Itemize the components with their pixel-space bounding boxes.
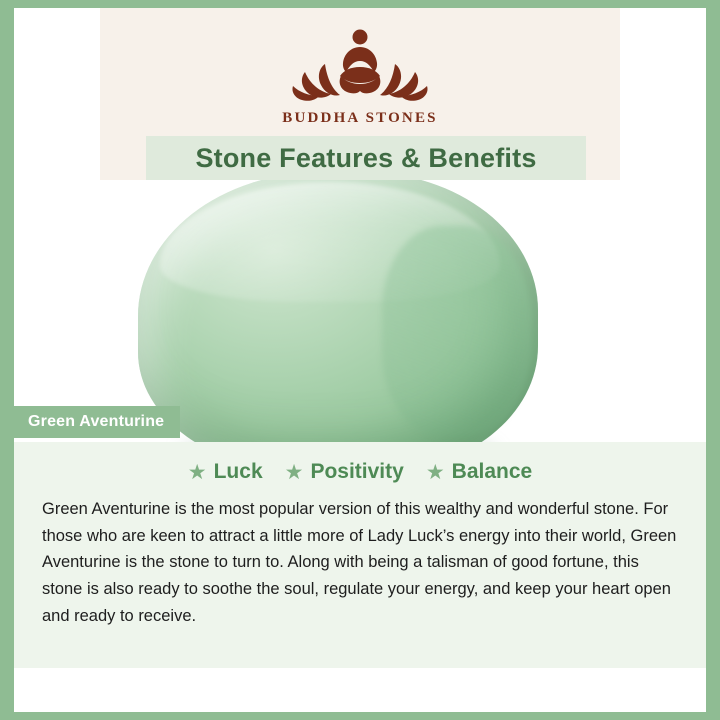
keyword-label: Positivity — [310, 460, 404, 483]
aventurine-stone-image — [138, 180, 538, 442]
footer-whitespace — [14, 668, 706, 712]
keyword-label: Luck — [213, 460, 263, 483]
description-text: Green Aventurine is the most popular version of this wealthy and wonderful stone. For those who are keen to attract a little more of Lady Luck’s energy into their world, Green Aventurine is the stone to turn to. Along with being a talisman of good fortune, this stone is also ready to soothe the soul, regulate your energy, and keep your heart open and ready to receive. — [42, 500, 677, 625]
star-icon: ★ — [425, 460, 445, 484]
keyword-item-luck — [188, 460, 263, 484]
brand-name: BUDDHA STONES — [282, 110, 438, 126]
star-icon: ★ — [284, 460, 304, 484]
keyword-item-positivity — [285, 460, 404, 484]
benefits-section — [14, 442, 706, 668]
stone-highlight-right — [382, 226, 532, 436]
star-icon: ★ — [187, 460, 207, 484]
header-section — [14, 8, 706, 180]
brand-logo — [14, 24, 706, 127]
page-title: Stone Features & Benefits — [195, 142, 537, 173]
lotus-meditation-icon — [285, 24, 435, 106]
stone-photo — [14, 180, 706, 442]
stone-name-tag: Green Aventurine — [14, 406, 180, 438]
keyword-label: Balance — [451, 460, 533, 483]
section-title-band — [146, 136, 586, 180]
keyword-list — [34, 460, 686, 484]
keyword-item-balance — [426, 460, 532, 484]
